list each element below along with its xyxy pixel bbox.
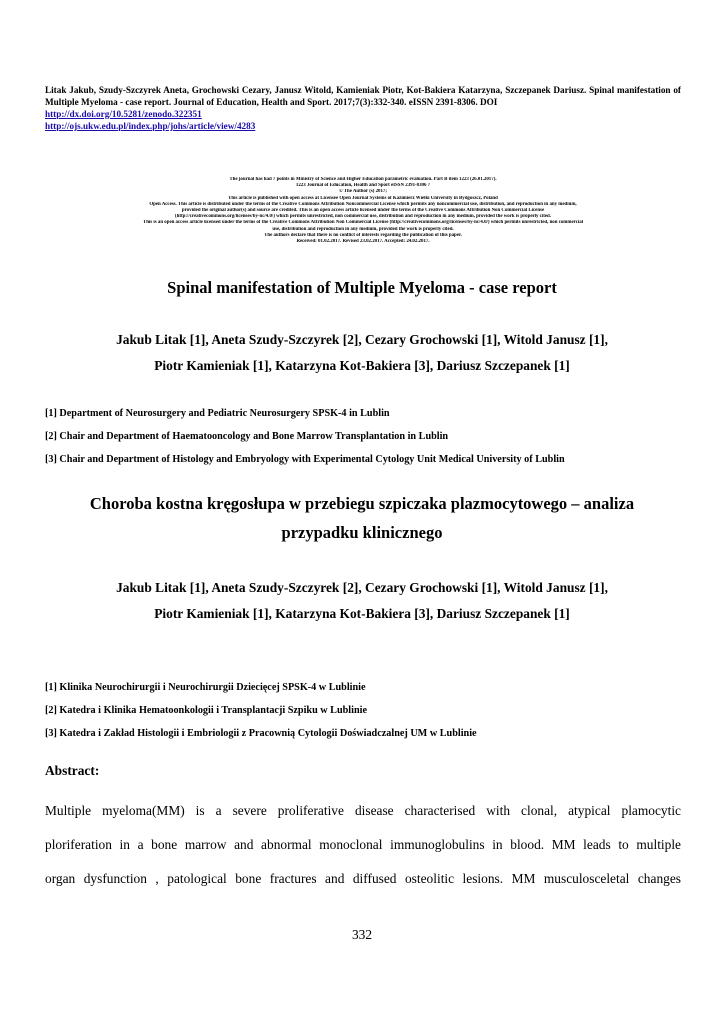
- citation-text: Litak Jakub, Szudy-Szczyrek Aneta, Grochowski Cezary, Janusz Witold, Kamieniak Piotr, Kot-Bakiera Katarzyna, Szczepanek Dariusz. Spinal manifestation of Multiple Myeloma - case report. Journal of Education, Health and Sport. 2017;7(3):332-340. eISSN 2391-8306. DOI: [45, 85, 681, 107]
- polish-authors: [0, 575, 724, 627]
- polish-affiliations: [45, 676, 685, 745]
- abstract-body: [45, 794, 681, 896]
- english-authors-line: Piotr Kamieniak [1], Katarzyna Kot-Bakiera [3], Dariusz Szczepanek [1]: [154, 358, 570, 373]
- article-link[interactable]: http://ojs.ukw.edu.pl/index.php/johs/article/view/4283: [45, 121, 256, 131]
- affiliation-item: [1] Klinika Neurochirurgii i Neurochirurgii Dziecięcej SPSK-4 w Lublinie: [45, 682, 366, 693]
- english-authors: [0, 327, 724, 379]
- license-line: The journal has had 7 points in Ministry of Science and Higher Education parametric evaluation. Part B item 1223 (26.01.2017).: [229, 177, 497, 182]
- polish-authors-line: Jakub Litak [1], Aneta Szudy-Szczyrek [2], Cezary Grochowski [1], Witold Janusz [1],: [116, 580, 608, 595]
- license-line: Open Access. This article is distributed under the terms of the Creative Commons Attribution Noncommercial License which permits any noncommercial use, distribution, and reproduction in any medium,: [149, 201, 577, 207]
- license-line: 1223 Journal of Education, Health and Sport eISSN 2391-8306 7: [295, 183, 431, 189]
- english-affiliations: [45, 402, 685, 471]
- abstract-heading: Abstract:: [45, 763, 100, 778]
- license-line: Received: 01.02.2017. Revised 23.02.2017. Accepted: 24.02.2017.: [296, 239, 430, 245]
- abstract-line: organ dysfunction , patological bone fractures and diffused osteolitic lesions. MM musculosceletal changes: [45, 871, 681, 886]
- affiliation-item: [3] Chair and Department of Histology and Embryology with Experimental Cytology Unit Medical University of Lublin: [45, 454, 565, 465]
- citation-block: [45, 84, 681, 132]
- affiliation-item: [2] Katedra i Klinika Hematoonkologii i Transplantacji Szpiku w Lublinie: [45, 705, 367, 716]
- english-title: Spinal manifestation of Multiple Myeloma - case report: [167, 278, 557, 297]
- doi-link[interactable]: http://dx.doi.org/10.5281/zenodo.322351: [45, 109, 202, 119]
- license-block: [45, 177, 681, 245]
- license-line: provided the original author(s) and source are credited. This is an open access article licensed under the terms of the Creative Commons Attribution Non Commercial License: [181, 208, 545, 214]
- abstract-line: Multiple myeloma(MM) is a severe proliferative disease characterised with clonal, atypical plamocytic: [45, 803, 681, 818]
- license-line: The authors declare that there is no conflict of interests regarding the publication of this paper.: [264, 232, 462, 238]
- license-line: This article is published with open access at Licensee Open Journal Systems of Kazimierz Wielki University in Bydgoszcz, Poland: [228, 195, 498, 201]
- page-number: 332: [351, 927, 373, 942]
- polish-title: [0, 494, 724, 543]
- license-line: use, distribution and reproduction in any medium, provided the work is properly cited.: [272, 226, 454, 232]
- license-line: © The Author (s) 2017;: [338, 189, 388, 195]
- license-line: (http://creativecommons.org/licenses/by-nc/4.0/) which permits unrestricted, non commercial use, distribution and reproduction in any medium, provided the work is properly cited.: [175, 214, 551, 220]
- license-line: This is an open access article licensed under the terms of the Creative Commons Attribution Non Commercial License (http://creativecommons.org/licenses/by-nc/4.0/) which permits unrestricted, non commercial: [142, 220, 584, 226]
- abstract-line: ploriferation in a bone marrow and abnormal monoclonal immunoglobulins in blood. MM leads to multiple: [45, 837, 681, 852]
- affiliation-item: [1] Department of Neurosurgery and Pediatric Neurosurgery SPSK-4 in Lublin: [45, 408, 390, 419]
- polish-title-line: przypadku klinicznego: [281, 523, 443, 542]
- affiliation-item: [3] Katedra i Zakład Histologii i Embriologii z Pracownią Cytologii Doświadczalnej UM w Lublinie: [45, 728, 477, 739]
- english-authors-line: Jakub Litak [1], Aneta Szudy-Szczyrek [2], Cezary Grochowski [1], Witold Janusz [1],: [116, 332, 608, 347]
- affiliation-item: [2] Chair and Department of Haematooncology and Bone Marrow Transplantation in Lublin: [45, 431, 449, 442]
- polish-authors-line: Piotr Kamieniak [1], Katarzyna Kot-Bakiera [3], Dariusz Szczepanek [1]: [154, 606, 570, 621]
- polish-title-line: Choroba kostna kręgosłupa w przebiegu szpiczaka plazmocytowego – analiza: [89, 494, 635, 513]
